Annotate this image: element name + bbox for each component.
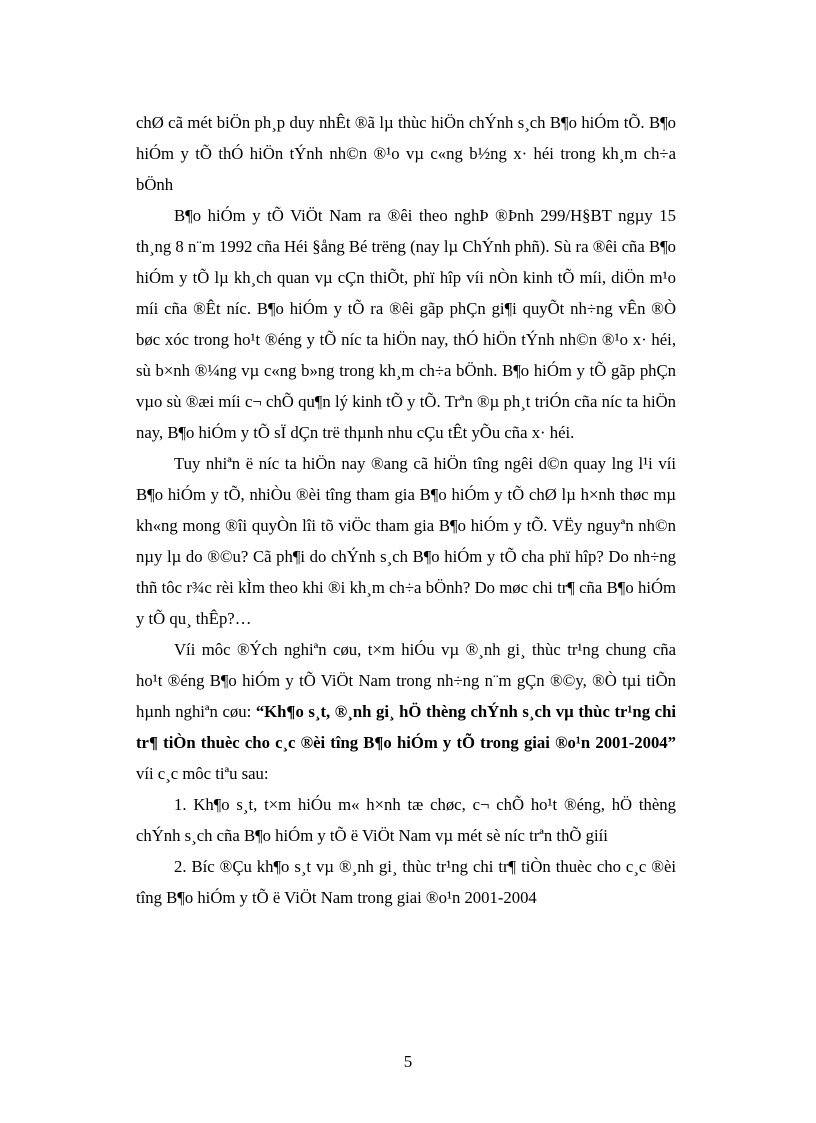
paragraph-3: Tuy nhiªn ë níc ta hiÖn nay ®ang cã hiÖn tîng ngêi d©n quay lng l¹i víi B¶o hiÓm y tÕ, nhiÒu ®èi tîng tham gia B¶o hiÓm y tÕ chØ lµ h×nh thøc mµ kh«ng mong ®îi quyÒn lîi tõ viÖc tham gia B¶o hiÓm y tÕ. VËy nguyªn nh©n nµy lµ do ®©u? Cã ph¶i do chÝnh s¸ch B¶o hiÓm y tÕ cha phï hîp? Do nh÷ng thñ tôc r¾c rèi kÌm theo khi ®i kh¸m ch÷a bÖnh? Do møc chi tr¶ cña B¶o hiÓm y tÕ qu¸ thÊp?…	[136, 454, 676, 628]
objective-1: 1. Kh¶o s¸t, t×m hiÓu m« h×nh tæ chøc, c¬ chÕ ho¹t ®éng, hÖ thèng chÝnh s¸ch cña B¶o hiÓm y tÕ ë ViÖt Nam vµ mét sè níc trªn thÕ giíi	[136, 795, 676, 845]
paragraph-4	[136, 634, 676, 789]
objective-2: 2. Bíc ®Çu kh¶o s¸t vµ ®¸nh gi¸ thùc tr¹ng chi tr¶ tiÒn thuèc cho c¸c ®èi tîng B¶o hiÓm y tÕ ë ViÖt Nam trong giai ®o¹n 2001-2004	[136, 857, 676, 907]
body-text	[136, 107, 676, 913]
paragraph-1: chØ cã mét biÖn ph¸p duy nhÊt ®ã lµ thùc hiÖn chÝnh s¸ch B¶o hiÓm tÕ. B¶o hiÓm y tÕ thÓ hiÖn tÝnh nh©n ®¹o vµ c«ng b½ng x· héi trong kh¸m ch÷a bÖnh	[136, 113, 676, 194]
paragraph-4-tail: víi c¸c môc tiªu sau:	[136, 764, 269, 783]
paragraph-2: B¶o hiÓm y tÕ ViÖt Nam ra ®êi theo nghÞ ®Þnh 299/H§BT ngµy 15 th¸ng 8 n¨m 1992 cña Héi §ång Bé trëng (nay lµ ChÝnh phñ). Sù ra ®êi cña B¶o hiÓm y tÕ lµ kh¸ch quan vµ cÇn thiÕt, phï hîp víi nÒn kinh tÕ míi, diÖn m¹o míi cña ®Êt níc. B¶o hiÓm y tÕ ra ®êi gãp phÇn gi¶i quyÕt nh÷ng vÊn ®Ò bøc xóc trong ho¹t ®éng y tÕ níc ta hiÖn nay, thÓ hiÖn tÝnh nh©n ®¹o x· héi, sù b×nh ®¼ng vµ c«ng b»ng trong kh¸m ch÷a bÖnh. B¶o hiÓm y tÕ gãp phÇn vµo sù ®æi míi c¬ chÕ qu¶n lý kinh tÕ y tÕ. Trªn ®µ ph¸t triÓn cña níc ta hiÖn nay, B¶o hiÓm y tÕ sÏ dÇn trë thµnh nhu cÇu tÊt yÕu cña x· héi.	[136, 206, 676, 442]
page-number: 5	[403, 1052, 413, 1071]
thesis-title: “Kh¶o s¸t, ®¸nh gi¸ hÖ thèng chÝnh s¸ch vµ thùc tr¹ng chi tr¶ tiÒn thuèc cho c¸c ®èi tîng B¶o hiÓm y tÕ trong giai ®o¹n 2001-2004”	[136, 702, 676, 752]
paragraph-4-lead: Víi môc ®Ých nghiªn cøu, t×m hiÓu vµ ®¸nh gi¸ thùc tr¹ng chung cña ho¹t ®éng B¶o hiÓm y tÕ ViÖt Nam trong nh÷ng n¨m gÇn ®©y, ®Ò tµi tiÕn hµnh nghiªn cøu:	[136, 640, 676, 721]
